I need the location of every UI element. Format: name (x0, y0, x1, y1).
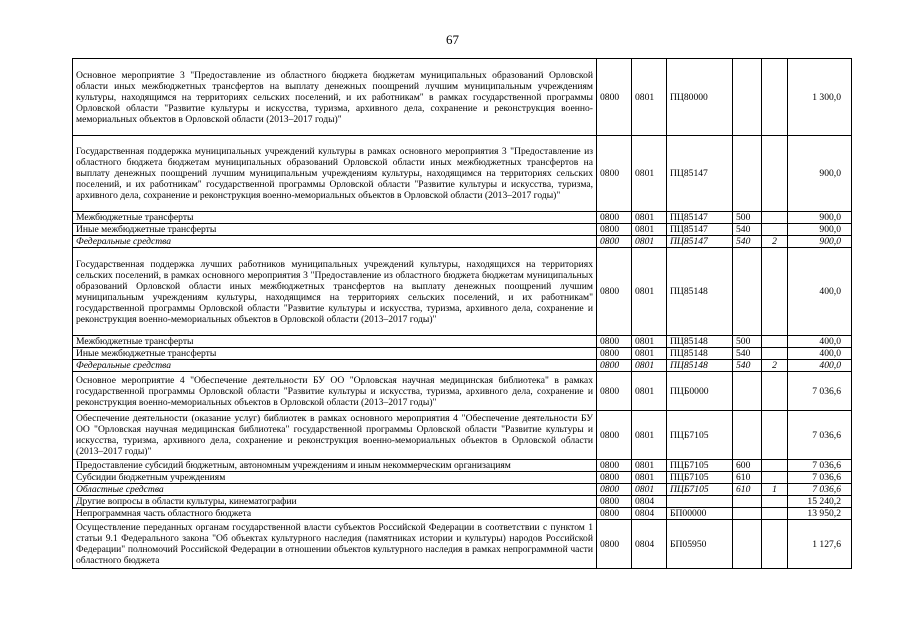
subsection-code: 0801 (632, 484, 667, 496)
section-code: 0800 (597, 520, 632, 569)
table-row (73, 224, 852, 236)
amount: 15 240,2 (788, 496, 852, 508)
subsection-code: 0801 (632, 472, 667, 484)
expense-type-code: 610 (733, 472, 762, 484)
expense-type-code: 500 (733, 336, 762, 348)
row-description: Межбюджетные трансферты (73, 336, 597, 348)
funding-source-code (762, 136, 788, 212)
amount: 13 950,2 (788, 508, 852, 520)
expense-type-code (733, 372, 762, 411)
funding-source-code (762, 411, 788, 460)
funding-source-code (762, 248, 788, 336)
funding-source-code (762, 508, 788, 520)
section-code: 0800 (597, 336, 632, 348)
subsection-code: 0801 (632, 372, 667, 411)
target-article-code: БП00000 (667, 508, 733, 520)
amount: 900,0 (788, 136, 852, 212)
section-code: 0800 (597, 496, 632, 508)
section-code: 0800 (597, 236, 632, 248)
subsection-code: 0804 (632, 520, 667, 569)
funding-source-code (762, 59, 788, 136)
expense-type-code: 540 (733, 224, 762, 236)
table-row (73, 336, 852, 348)
section-code: 0800 (597, 360, 632, 372)
funding-source-code (762, 348, 788, 360)
funding-source-code (762, 520, 788, 569)
table-row (73, 59, 852, 136)
row-description: Государственная поддержка лучших работников муниципальных учреждений культуры, находящихся на территориях сельских поселений, в рамках основного мероприятия 3 "Предоставление из областного бюджета бюджетам муниципальных образований Орловской области иных межбюджетных трансфертов на выплату денежных поощрений лучшим муниципальным учреждениям культуры, находящимся на территориях сельских поселений, и их работникам" государственной программы Орловской области "Развитие культуры и искусства, туризма, архивного дела, сохранение и реконструкция военно-мемориальных объектов в Орловской области (2013–2017 годы)" (73, 248, 597, 336)
funding-source-code: 1 (762, 484, 788, 496)
table-row (73, 460, 852, 472)
target-article-code: ПЦ85148 (667, 336, 733, 348)
table-row (73, 212, 852, 224)
expense-type-code (733, 248, 762, 336)
subsection-code: 0801 (632, 336, 667, 348)
table-row (73, 248, 852, 336)
table-row (73, 136, 852, 212)
section-code: 0800 (597, 212, 632, 224)
target-article-code: ПЦБ0000 (667, 372, 733, 411)
expense-type-code (733, 508, 762, 520)
target-article-code: ПЦ80000 (667, 59, 733, 136)
target-article-code: ПЦ85147 (667, 212, 733, 224)
amount: 400,0 (788, 360, 852, 372)
expense-type-code: 540 (733, 236, 762, 248)
expense-type-code (733, 411, 762, 460)
table-row (73, 348, 852, 360)
subsection-code: 0801 (632, 460, 667, 472)
table-row (73, 360, 852, 372)
section-code: 0800 (597, 472, 632, 484)
funding-source-code: 2 (762, 236, 788, 248)
target-article-code: ПЦ85148 (667, 348, 733, 360)
amount: 900,0 (788, 236, 852, 248)
target-article-code: ПЦ85148 (667, 360, 733, 372)
funding-source-code (762, 372, 788, 411)
funding-source-code (762, 496, 788, 508)
section-code: 0800 (597, 224, 632, 236)
expense-type-code (733, 520, 762, 569)
subsection-code: 0804 (632, 508, 667, 520)
subsection-code: 0801 (632, 411, 667, 460)
section-code: 0800 (597, 484, 632, 496)
amount: 400,0 (788, 248, 852, 336)
funding-source-code (762, 460, 788, 472)
funding-source-code (762, 336, 788, 348)
table-row (73, 411, 852, 460)
row-description: Осуществление переданных органам государственной власти субъектов Российской Федерации в соответствии с пунктом 1 статьи 9.1 Федерального закона "Об объектах культурного наследия (памятниках истории и культуры) народов Российской Федерации" полномочий Российской Федерации в отношении объектов культурного наследия в рамках непрограммной части областного бюджета (73, 520, 597, 569)
table-row (73, 236, 852, 248)
page-number: 67 (446, 32, 459, 47)
subsection-code: 0801 (632, 236, 667, 248)
expense-type-code (733, 136, 762, 212)
expense-type-code (733, 59, 762, 136)
row-description: Другие вопросы в области культуры, кинематографии (73, 496, 597, 508)
row-description: Иные межбюджетные трансферты (73, 348, 597, 360)
expense-type-code (733, 496, 762, 508)
funding-source-code (762, 472, 788, 484)
table-row (73, 484, 852, 496)
table-row (73, 472, 852, 484)
section-code: 0800 (597, 59, 632, 136)
amount: 7 036,6 (788, 372, 852, 411)
amount: 400,0 (788, 336, 852, 348)
subsection-code: 0801 (632, 248, 667, 336)
expense-type-code: 610 (733, 484, 762, 496)
table-row (73, 372, 852, 411)
row-description: Федеральные средства (73, 360, 597, 372)
target-article-code: ПЦБ7105 (667, 484, 733, 496)
budget-table (72, 58, 852, 569)
amount: 900,0 (788, 224, 852, 236)
amount: 7 036,6 (788, 484, 852, 496)
expense-type-code: 540 (733, 348, 762, 360)
target-article-code: ПЦ85147 (667, 224, 733, 236)
section-code: 0800 (597, 348, 632, 360)
funding-source-code: 2 (762, 360, 788, 372)
subsection-code: 0801 (632, 348, 667, 360)
row-description: Основное мероприятие 3 "Предоставление из областного бюджета бюджетам муниципальных образований Орловской области иных межбюджетных трансфертов на выплату денежных поощрений лучшим муниципальным учреждениям культуры, находящимся на территориях сельских поселений, и их работникам" в рамках государственной программы Орловской области "Развитие культуры и искусства, туризма, архивного дела, сохранение и реконструкция военно-мемориальных объектов в Орловской области (2013–2017 годы)" (73, 59, 597, 136)
target-article-code (667, 496, 733, 508)
row-description: Предоставление субсидий бюджетным, автономным учреждениям и иным некоммерческим организациям (73, 460, 597, 472)
target-article-code: ПЦ85147 (667, 136, 733, 212)
section-code: 0800 (597, 248, 632, 336)
subsection-code: 0801 (632, 212, 667, 224)
row-description: Областные средства (73, 484, 597, 496)
subsection-code: 0804 (632, 496, 667, 508)
amount: 7 036,6 (788, 411, 852, 460)
amount: 7 036,6 (788, 472, 852, 484)
subsection-code: 0801 (632, 224, 667, 236)
section-code: 0800 (597, 460, 632, 472)
amount: 900,0 (788, 212, 852, 224)
expense-type-code: 540 (733, 360, 762, 372)
table-row (73, 496, 852, 508)
amount: 400,0 (788, 348, 852, 360)
subsection-code: 0801 (632, 360, 667, 372)
section-code: 0800 (597, 136, 632, 212)
table-row (73, 520, 852, 569)
expense-type-code: 500 (733, 212, 762, 224)
target-article-code: ПЦ85148 (667, 248, 733, 336)
subsection-code: 0801 (632, 136, 667, 212)
table-row (73, 508, 852, 520)
funding-source-code (762, 224, 788, 236)
row-description: Основное мероприятие 4 "Обеспечение деятельности БУ ОО "Орловская научная медицинская библиотека" в рамках государственной программы Орловской области "Развитие культуры и искусства, туризма, архивного дела, сохранение и реконструкция военно-мемориальных объектов в Орловской области (2013–2017 годы)" (73, 372, 597, 411)
row-description: Федеральные средства (73, 236, 597, 248)
amount: 7 036,6 (788, 460, 852, 472)
section-code: 0800 (597, 411, 632, 460)
row-description: Субсидии бюджетным учреждениям (73, 472, 597, 484)
target-article-code: ПЦБ7105 (667, 411, 733, 460)
row-description: Межбюджетные трансферты (73, 212, 597, 224)
subsection-code: 0801 (632, 59, 667, 136)
expense-type-code: 600 (733, 460, 762, 472)
target-article-code: ПЦ85147 (667, 236, 733, 248)
row-description: Непрограммная часть областного бюджета (73, 508, 597, 520)
target-article-code: ПЦБ7105 (667, 472, 733, 484)
section-code: 0800 (597, 508, 632, 520)
row-description: Обеспечение деятельности (оказание услуг) библиотек в рамках основного мероприятия 4 "Обеспечение деятельности БУ ОО "Орловская научная медицинская библиотека" государственной программы Орловской области "Развитие культуры и искусства, туризма, архивного дела, сохранение и реконструкция военно-мемориальных объектов в Орловской области (2013–2017 годы)" (73, 411, 597, 460)
row-description: Государственная поддержка муниципальных учреждений культуры в рамках основного мероприятия 3 "Предоставление из областного бюджета бюджетам муниципальных образований Орловской области иных межбюджетных трансфертов на выплату денежных поощрений лучшим муниципальным учреждениям культуры, находящимся на территориях сельских поселений, и их работникам" государственной программы Орловской области "Развитие культуры и искусства, туризма, архивного дела, сохранение и реконструкция военно-мемориальных объектов в Орловской области (2013–2017 годы)" (73, 136, 597, 212)
section-code: 0800 (597, 372, 632, 411)
target-article-code: ПЦБ7105 (667, 460, 733, 472)
amount: 1 127,6 (788, 520, 852, 569)
funding-source-code (762, 212, 788, 224)
row-description: Иные межбюджетные трансферты (73, 224, 597, 236)
amount: 1 300,0 (788, 59, 852, 136)
target-article-code: БП05950 (667, 520, 733, 569)
